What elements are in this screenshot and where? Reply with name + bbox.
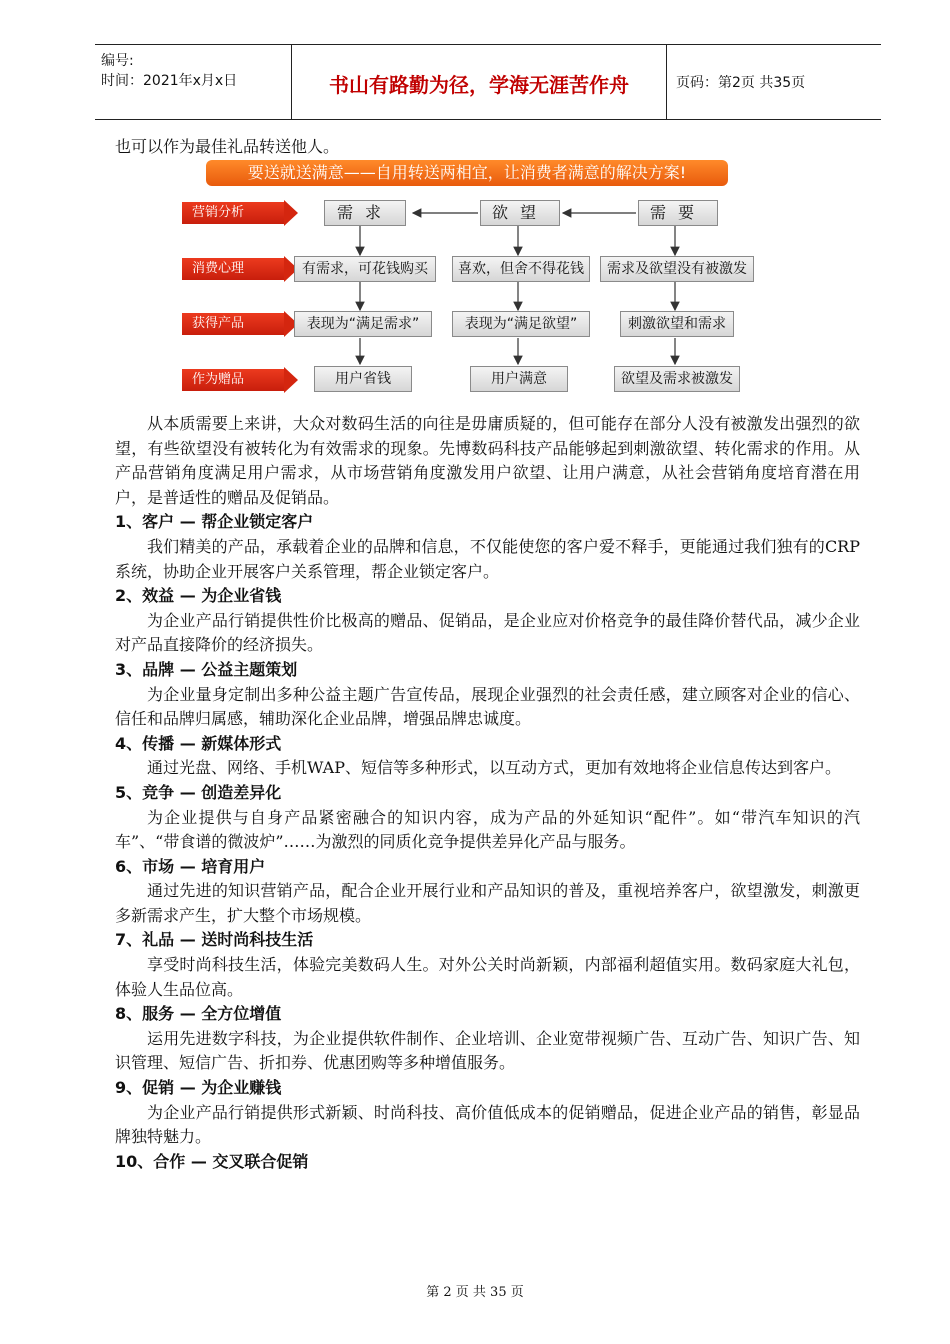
- box-demand: 需求: [324, 200, 406, 226]
- box-product-1: 表现为“满足需求”: [294, 311, 432, 337]
- page-footer: 第 2 页 共 35 页: [426, 1285, 524, 1300]
- section-title: 7、礼品 — 送时尚科技生活: [115, 930, 314, 950]
- box-psych-2: 喜欢，但舍不得花钱: [452, 256, 590, 282]
- box-psych-3: 需求及欲望没有被激发: [600, 256, 754, 282]
- section-title: 3、品牌 — 公益主题策划: [115, 659, 298, 679]
- section-text: 我们精美的产品，承载着企业的品牌和信息，不仅能使您的客户爱不释手，更能通过我们独有的CRP系统，协助企业开展客户关系管理，帮企业锁定客户。: [115, 536, 860, 581]
- box-product-2: 表现为“满足欲望”: [452, 311, 590, 337]
- section-text: 享受时尚科技生活，体验完美数码人生。对外公关时尚新颖，内部福利超值实用。数码家庭大礼包，体验人生品位高。: [115, 955, 860, 999]
- number-label: 编号:: [101, 53, 134, 69]
- header-page-info: 页码：第2页 共35页: [676, 75, 806, 91]
- section-text: 为企业产品行销提供性价比极高的赠品、促销品，是企业应对价格竞争的最佳降价替代品，减少企业对产品直接降价的经济损失。: [115, 610, 860, 655]
- page-header: [95, 44, 881, 120]
- box-psych-1: 有需求，可花钱购买: [294, 256, 436, 282]
- section-text: 通过先进的知识营销产品，配合企业开展行业和产品知识的普及，重视培养客户，欲望激发，刺激更多新需求产生，扩大整个市场规模。: [115, 881, 860, 925]
- section-title: 2、效益 — 为企业省钱: [115, 586, 282, 606]
- header-meta: [101, 51, 301, 91]
- section-title: 10、合作 — 交叉联合促销: [115, 1151, 309, 1171]
- section-title: 1、客户 — 帮企业锁定客户: [115, 512, 314, 532]
- diagram-banner: 要送就送满意——自用转送两相宜，让消费者满意的解决方案!: [206, 160, 728, 186]
- section-title: 4、传播 — 新媒体形式: [115, 733, 282, 753]
- section-text: 为企业产品行销提供形式新颖、时尚科技、高价值低成本的促销赠品，促进企业产品的销售，彰显品牌独特魅力。: [115, 1102, 860, 1147]
- header-motto: 书山有路勤为径，学海无涯苦作舟: [329, 73, 629, 97]
- tag-marketing-analysis: 营销分析: [182, 202, 284, 224]
- section-title: 8、服务 — 全方位增值: [115, 1004, 282, 1024]
- tag-as-gift: 作为赠品: [182, 369, 284, 391]
- box-gift-3: 欲望及需求被激发: [614, 366, 740, 392]
- section-title: 5、竞争 — 创造差异化: [115, 782, 282, 802]
- section-text: 运用先进数字科技，为企业提供软件制作、企业培训、企业宽带视频广告、互动广告、知识广告、知识管理、短信广告、折扣券、优惠团购等多种增值服务。: [115, 1028, 860, 1073]
- box-product-3: 刺激欲望和需求: [620, 311, 734, 337]
- marketing-diagram: [170, 158, 760, 398]
- main-paragraph: 从本质需要上来讲，大众对数码生活的向往是毋庸质疑的，但可能存在部分人没有被激发出强烈的欲望，有些欲望没有被转化为有效需求的现象。先博数码科技产品能够起到刺激欲望、转化需求的作用。从产品营销角度满足用户需求，从市场营销角度激发用户欲望、让用户满意，从社会营销角度培育潜在用户，是普适性的赠品及促销品。: [115, 414, 860, 507]
- tag-obtain-product: 获得产品: [182, 313, 284, 335]
- section-title: 9、促销 — 为企业赚钱: [115, 1078, 282, 1098]
- section-text: 为企业提供与自身产品紧密融合的知识内容，成为产品的外延知识“配件”。如“带汽车知识的汽车”、“带食谱的微波炉”……为激烈的同质化竞争提供差异化产品与服务。: [115, 807, 860, 852]
- body-content: [115, 412, 860, 1174]
- intro-line: 也可以作为最佳礼品转送他人。: [115, 137, 340, 156]
- box-gift-1: 用户省钱: [314, 366, 412, 392]
- box-gift-2: 用户满意: [470, 366, 568, 392]
- header-divider: [666, 45, 667, 119]
- section-text: 通过光盘、网络、手机WAP、短信等多种形式，以互动方式，更加有效地将企业信息传达到客户。: [147, 758, 841, 778]
- tag-consumer-psychology: 消费心理: [182, 258, 284, 280]
- section-title: 6、市场 — 培育用户: [115, 856, 266, 876]
- section-text: 为企业量身定制出多种公益主题广告宣传品，展现企业强烈的社会责任感，建立顾客对企业的信心、信任和品牌归属感，辅助深化企业品牌，增强品牌忠诚度。: [115, 684, 860, 729]
- box-need: 需要: [638, 200, 718, 226]
- time-label: 时间：2021年x月x日: [101, 73, 238, 89]
- box-want: 欲望: [480, 200, 560, 226]
